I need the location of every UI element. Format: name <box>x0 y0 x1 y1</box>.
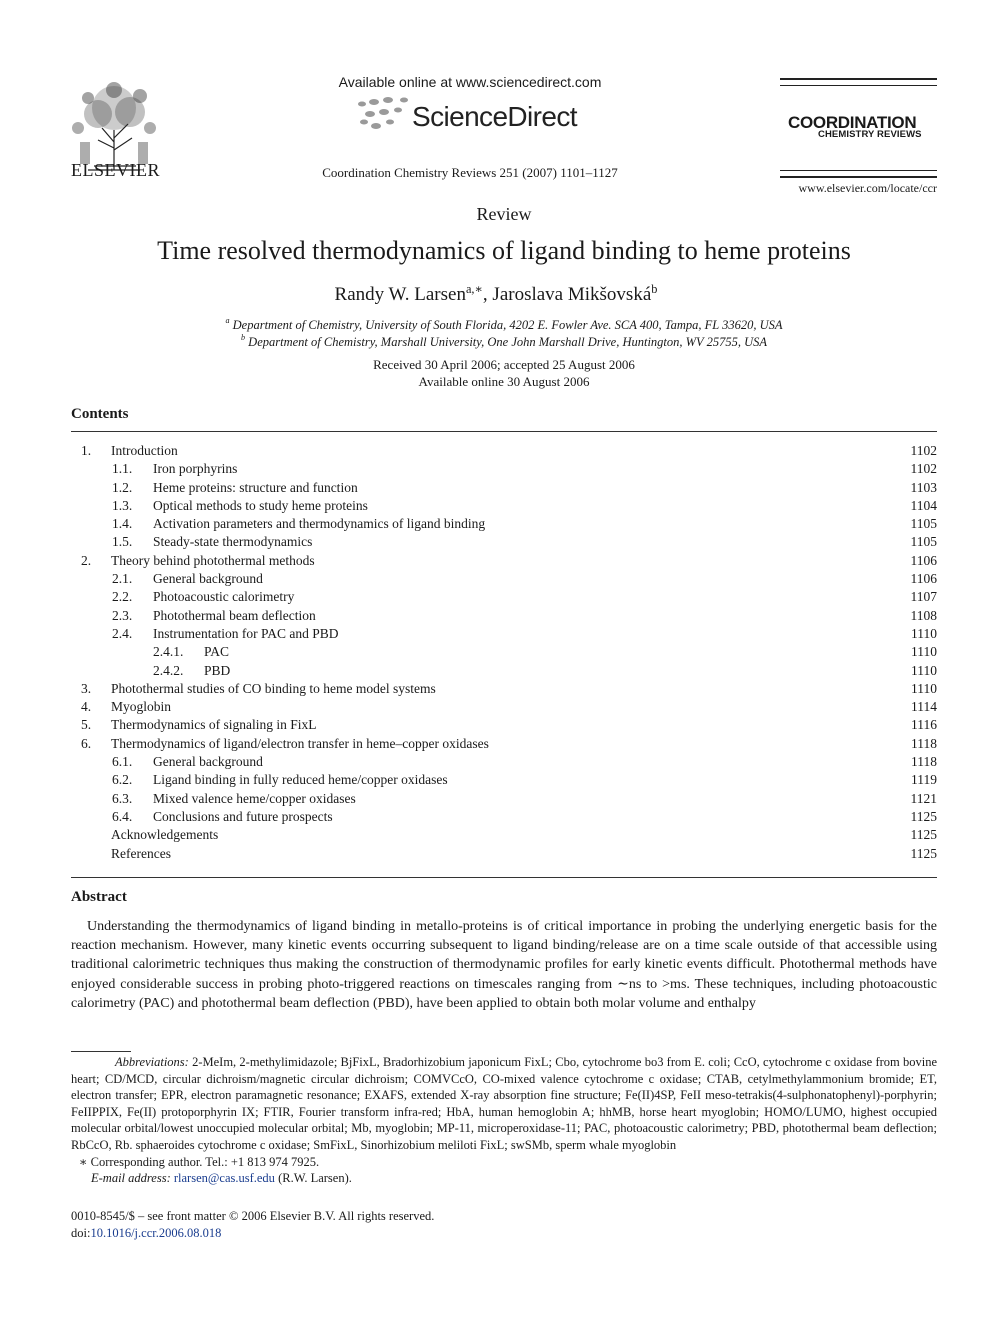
toc-entry-number: 6.1. <box>112 754 133 770</box>
toc-entry[interactable] <box>71 588 937 606</box>
contents-rule <box>71 431 937 432</box>
toc-entry-label[interactable]: Introduction <box>111 443 181 458</box>
toc-entry-page: 1114 <box>911 699 937 715</box>
toc-entry-leader <box>111 552 891 570</box>
toc-entry-label[interactable]: Thermodynamics of signaling in FixL <box>111 717 319 732</box>
toc-entry-page: 1110 <box>911 644 937 660</box>
toc-entry[interactable] <box>71 826 937 844</box>
toc-entry-label[interactable]: PAC <box>204 644 232 659</box>
toc-entry-page: 1107 <box>910 589 937 605</box>
abbreviations-label: Abbreviations: <box>115 1055 189 1069</box>
toc-entry[interactable] <box>71 716 937 734</box>
toc-entry-label[interactable]: General background <box>153 571 266 586</box>
toc-entry-page: 1108 <box>910 607 937 623</box>
doi-label: doi: <box>71 1226 91 1240</box>
toc-entry-page: 1125 <box>910 845 937 861</box>
toc-entry-label[interactable]: Photothermal beam deflection <box>153 608 319 623</box>
toc-entry-number: 2.1. <box>112 571 133 587</box>
toc-entry-page: 1106 <box>910 552 937 568</box>
toc-entry-leader <box>153 479 891 497</box>
toc-entry-label[interactable]: Optical methods to study heme proteins <box>153 498 371 513</box>
email-link[interactable]: rlarsen@cas.usf.edu <box>173 1171 275 1186</box>
article-title: Time resolved thermodynamics of ligand binding to heme proteins <box>157 236 851 265</box>
email-suffix: (R.W. Larsen). <box>274 1171 352 1186</box>
toc-entry-number: 4. <box>81 699 92 715</box>
affiliation-a <box>0 318 992 333</box>
toc-entry-label[interactable]: Iron porphyrins <box>153 461 240 476</box>
toc-entry-page: 1102 <box>910 461 937 477</box>
journal-citation: Coordination Chemistry Reviews 251 (2007) 1101–1127 <box>322 165 618 180</box>
toc-entry[interactable] <box>71 533 937 551</box>
toc-entry-page: 1105 <box>910 516 937 532</box>
journal-logo-rule <box>780 176 937 178</box>
toc-entry[interactable] <box>71 570 937 588</box>
author-name[interactable]: Jaroslava Mikšovská <box>492 284 652 305</box>
issn-copyright: 0010-8545/$ – see front matter © 2006 Elsevier B.V. All rights reserved. <box>71 1209 435 1223</box>
affiliation-mark: a <box>225 316 230 325</box>
affiliation-text: Department of Chemistry, University of South Florida, 4202 E. Fowler Ave. SCA 400, Tampa, FL 33620, USA <box>232 318 783 332</box>
author-separator: , <box>482 284 493 305</box>
toc-entry[interactable] <box>71 442 937 460</box>
affiliation-text: Department of Chemistry, Marshall University, One John Marshall Drive, Huntington, WV 25755, USA <box>248 335 767 349</box>
toc-entry-leader <box>204 643 891 661</box>
toc-entry-leader <box>111 716 891 734</box>
toc-entry-label[interactable]: Instrumentation for PAC and PBD <box>153 626 342 641</box>
article-type: Review <box>476 204 532 224</box>
toc-entry-leader <box>153 497 891 515</box>
toc-entry-number: 2.4. <box>112 625 133 641</box>
journal-logo-rule <box>780 78 937 80</box>
toc-entry-page: 1119 <box>911 772 937 788</box>
toc-entry-label[interactable]: Photoacoustic calorimetry <box>153 589 297 604</box>
footnote-rule <box>71 1051 131 1052</box>
toc-entry-number: 6.4. <box>112 808 133 824</box>
abstract-text: Understanding the thermodynamics of ligand binding in metallo-proteins is of critical importance in probing the underlying energetic basis for the reaction mechanism. However, many kinetic events occurring subsequent to ligand binding/release are on a time scale outside of that accessible using traditional calorimetric techniques thus making the construction of thermodynamic profiles for early kinetic events difficult. Photothermal methods have enjoyed considerable success in probing photo-triggered reactions on timescales ranging from ∼ns to >ms. These techniques, including photoacoustic calorimetry (PAC) and photothermal beam deflection (PBD), have been applied to obtain both molar volume and enthalpy <box>71 919 937 1011</box>
toc-entry[interactable] <box>71 735 937 753</box>
toc-entry-leader <box>111 845 891 863</box>
toc-entry[interactable] <box>71 845 937 863</box>
toc-entry-number: 2.4.1. <box>153 644 184 660</box>
toc-entry-label[interactable]: Mixed valence heme/copper oxidases <box>153 791 359 806</box>
toc-entry-label[interactable]: Acknowledgements <box>111 827 221 842</box>
toc-entry-page: 1110 <box>911 662 937 678</box>
toc-entry-page: 1121 <box>910 790 937 806</box>
toc-entry-page: 1110 <box>911 625 937 641</box>
toc-entry-page: 1116 <box>911 717 937 733</box>
toc-entry[interactable] <box>71 497 937 515</box>
toc-entry-number: 2.2. <box>112 589 133 605</box>
toc-entry-number: 1.4. <box>112 516 133 532</box>
toc-entry-label[interactable]: Heme proteins: structure and function <box>153 480 361 495</box>
copyright-block <box>71 1208 434 1242</box>
affiliation-mark: b <box>240 333 246 342</box>
abstract-heading: Abstract <box>71 889 127 905</box>
sciencedirect-wordmark: ScienceDirect <box>412 101 577 132</box>
toc-entry[interactable] <box>71 479 937 497</box>
toc-entry-number: 2. <box>81 552 92 568</box>
toc-entry[interactable] <box>71 808 937 826</box>
toc-entry[interactable] <box>71 680 937 698</box>
toc-entry[interactable] <box>71 662 937 680</box>
corresponding-author-footnote: ∗ Corresponding author. Tel.: +1 813 974 7925. <box>79 1154 320 1169</box>
toc-entry-number: 2.3. <box>112 607 133 623</box>
toc-entry[interactable] <box>71 753 937 771</box>
toc-entry-label[interactable]: Steady-state thermodynamics <box>153 534 315 549</box>
table-of-contents <box>71 442 937 863</box>
received-dates: Received 30 April 2006; accepted 25 August 2006 <box>373 357 635 372</box>
toc-entry-number: 6.3. <box>112 790 133 806</box>
toc-entry[interactable] <box>71 643 937 661</box>
toc-entry-page: 1106 <box>910 571 937 587</box>
toc-entry-leader <box>111 735 891 753</box>
toc-entry-leader <box>153 808 891 826</box>
toc-entry-leader <box>153 607 891 625</box>
doi-link[interactable]: 10.1016/j.ccr.2006.08.018 <box>90 1226 222 1240</box>
available-online-text: Available online at www.sciencedirect.com <box>338 74 602 90</box>
toc-entry-page: 1105 <box>910 534 937 550</box>
toc-entry-page: 1110 <box>911 680 937 696</box>
doi-line <box>71 1225 434 1242</box>
author-affiliation-mark[interactable]: b <box>651 282 658 296</box>
toc-entry-number: 5. <box>81 717 92 733</box>
toc-entry-leader <box>111 442 891 460</box>
journal-url[interactable]: www.elsevier.com/locate/ccr <box>798 181 937 195</box>
publisher-name: ELSEVIER <box>71 160 160 180</box>
abstract-rule <box>71 877 937 878</box>
toc-entry-number: 1.1. <box>112 461 133 477</box>
toc-entry-label[interactable]: Activation parameters and thermodynamics of ligand binding <box>153 516 488 531</box>
toc-entry-leader <box>153 588 891 606</box>
toc-entry[interactable] <box>71 515 937 533</box>
toc-entry-leader <box>204 662 891 680</box>
toc-entry-leader <box>153 771 891 789</box>
toc-entry[interactable] <box>71 460 937 478</box>
toc-entry-page: 1103 <box>910 479 937 495</box>
toc-entry[interactable] <box>71 771 937 789</box>
toc-entry-leader <box>153 625 891 643</box>
abbreviations-footnote <box>71 1054 937 1154</box>
journal-logo-title: COORDINATION <box>788 113 917 132</box>
toc-entry-number: 6. <box>81 735 92 751</box>
toc-entry-page: 1125 <box>910 808 937 824</box>
toc-entry-page: 1118 <box>911 754 937 770</box>
toc-entry-leader <box>153 515 891 533</box>
toc-entry[interactable] <box>71 607 937 625</box>
toc-entry-number: 1.2. <box>112 479 133 495</box>
email-footnote <box>71 1170 937 1187</box>
author-affiliation-mark[interactable]: a,∗ <box>465 282 483 296</box>
toc-entry-number: 6.2. <box>112 772 133 788</box>
toc-entry-label[interactable]: PBD <box>204 663 233 678</box>
email-label: E-mail address: <box>91 1171 171 1186</box>
toc-entry-leader <box>111 680 891 698</box>
toc-entry-label[interactable]: Conclusions and future prospects <box>153 809 336 824</box>
footnotes <box>71 1054 937 1187</box>
toc-entry-label[interactable]: Theory behind photothermal methods <box>111 553 318 568</box>
toc-entry[interactable] <box>71 625 937 643</box>
toc-entry-page: 1104 <box>910 497 937 513</box>
toc-entry-number: 2.4.2. <box>153 662 184 678</box>
toc-entry[interactable] <box>71 698 937 716</box>
journal-logo-subtitle: CHEMISTRY REVIEWS <box>818 129 922 140</box>
toc-entry-number: 3. <box>81 680 92 696</box>
toc-entry-label[interactable]: Photothermal studies of CO binding to heme model systems <box>111 681 439 696</box>
toc-entry-label[interactable]: General background <box>153 754 266 769</box>
toc-entry-number: 1. <box>81 443 92 458</box>
toc-entry-label[interactable]: References <box>111 846 174 861</box>
toc-entry-leader <box>153 790 891 808</box>
abbreviations-text: 2-MeIm, 2-methylimidazole; BjFixL, Bradorhizobium japonicum FixL; Cbo, cytochrome bo3 from E. coli; CcO, cytochrome c oxidase from bovine heart; CD/MCD, circular dichroism/magnetic circular dichroism; COMVCcO, CO-mixed valence cytochrome c oxidase; CTAB, cetylmethylammonium bromide; ET, electron transfer; EPR, electron paramagnetic resonance; EXAFS, extended X-ray absorption fine structure; Fe(II)4SP, FeII meso-tetrakis(4-sulphonatophenyl)-porphyrin; FeIIPPIX, Fe(II) protoporphyrin IX; FTIR, Fourier transform infra-red; HbA, human hemoglobin A; hhMB, horse heart myoglobin; HOMO/LUMO, highest occupied molecular orbital/lowest unoccupied molecular orbital; Mb, myoglobin; MP-11, microperoxidase-11; PAC, photoacoustic calorimetry; PBD, photothermal beam deflection; RbCcO, Rb. sphaeroides cytochrome c oxidase; SmFixL, Sinorhizobium meliloti FixL; swSMb, sperm whale myoglobin <box>71 1055 938 1152</box>
online-date: Available online 30 August 2006 <box>418 374 590 389</box>
toc-entry-page: 1125 <box>910 827 937 843</box>
journal-logo-rule <box>780 170 937 171</box>
toc-entry-leader <box>153 753 891 771</box>
toc-entry-number: 1.5. <box>112 534 133 550</box>
author-name[interactable]: Randy W. Larsen <box>334 284 466 305</box>
affiliation-b <box>0 335 992 350</box>
toc-entry[interactable] <box>71 790 937 808</box>
toc-entry-leader <box>153 533 891 551</box>
author-list <box>0 284 992 306</box>
toc-entry-leader <box>153 570 891 588</box>
toc-entry-leader <box>111 698 891 716</box>
toc-entry-page: 1102 <box>910 443 937 458</box>
toc-entry-label[interactable]: Ligand binding in fully reduced heme/copper oxidases <box>153 772 451 787</box>
toc-entry-label[interactable]: Myoglobin <box>111 699 174 714</box>
toc-entry-number: 1.3. <box>112 497 133 513</box>
toc-entry[interactable] <box>71 552 937 570</box>
toc-entry-page: 1118 <box>911 735 937 751</box>
toc-entry-leader <box>111 826 891 844</box>
toc-entry-label[interactable]: Thermodynamics of ligand/electron transfer in heme–copper oxidases <box>111 736 492 751</box>
toc-entry-leader <box>153 460 891 478</box>
contents-heading: Contents <box>71 406 129 422</box>
journal-logo-rule <box>780 85 937 86</box>
